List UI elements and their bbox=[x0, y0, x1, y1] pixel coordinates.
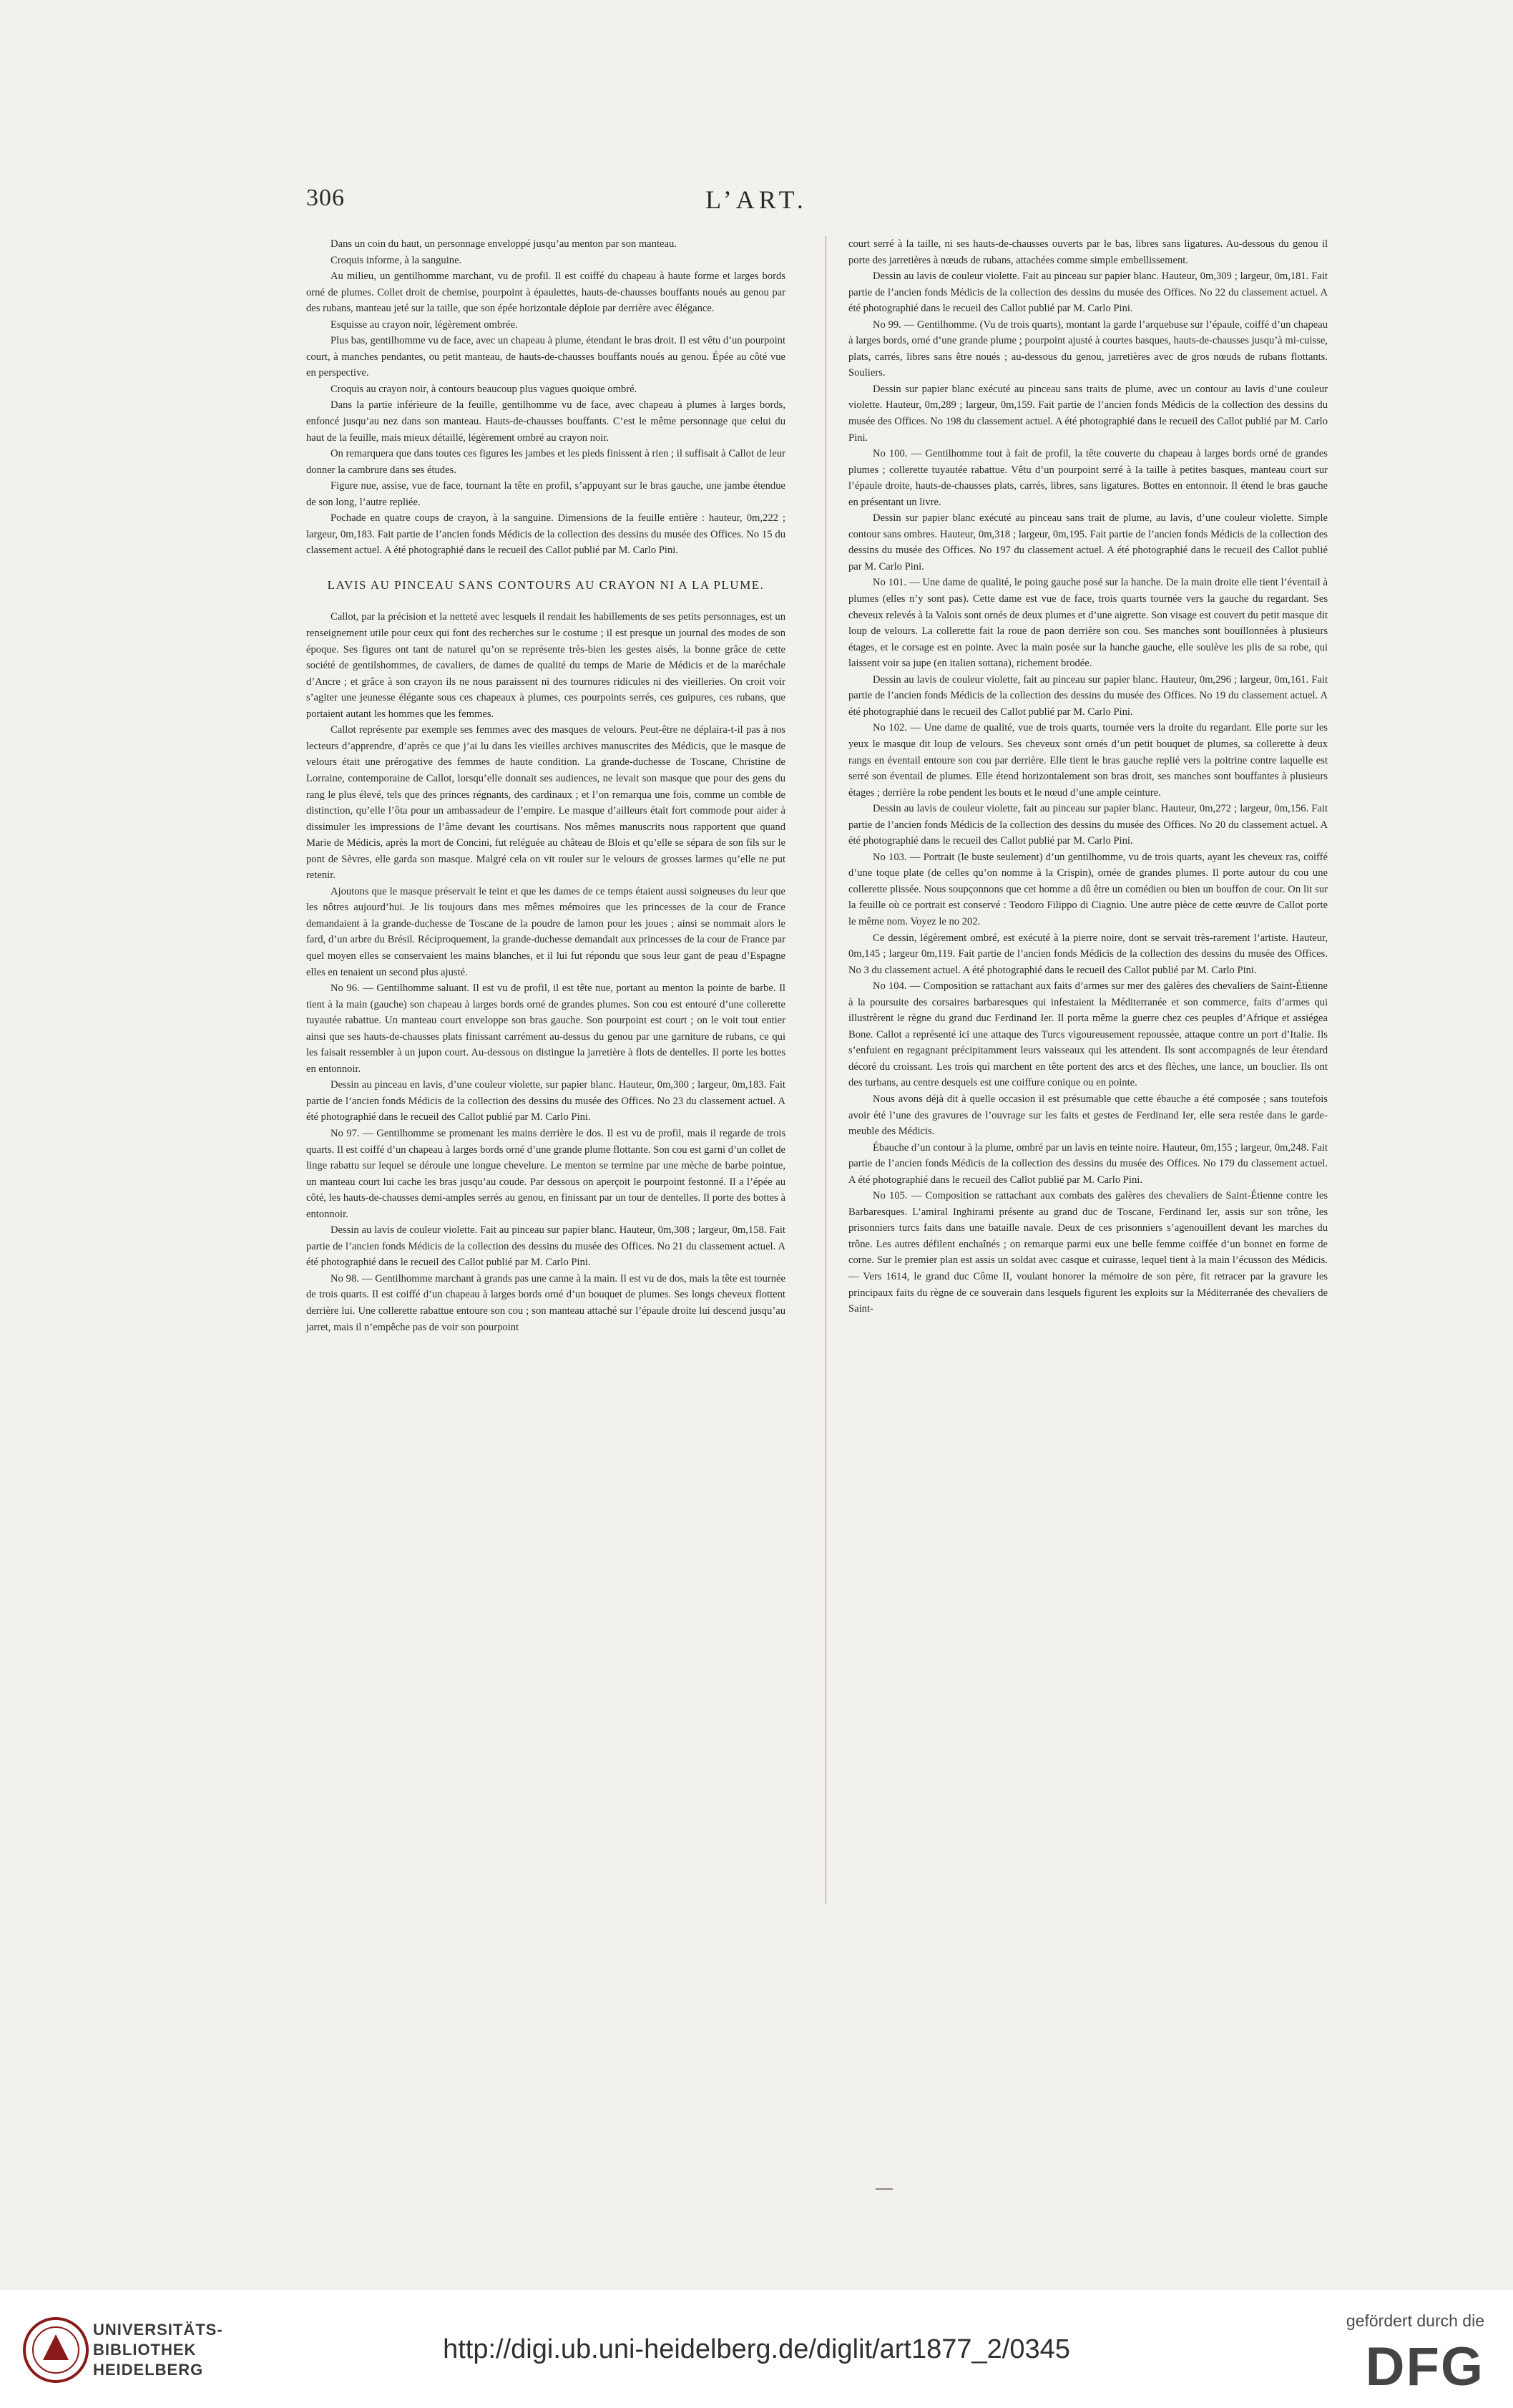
journal-title: L’ART. bbox=[705, 185, 808, 214]
paragraph: Dessin au lavis de couleur violette. Fait au pinceau sur papier blanc. Hauteur, 0m,309 ; largeur, 0m,181. Fait partie de l’ancien fonds Médicis de la collection des dessins du musée des Offices. No 22 du classement actuel. A été photographié dans le recueil des Callot publié par M. Carlo Pini. bbox=[848, 270, 1328, 315]
permalink-url[interactable]: http://digi.ub.uni-heidelberg.de/diglit/art1877_2/0345 bbox=[443, 2334, 1070, 2364]
paragraph: No 99. — Gentilhomme. (Vu de trois quarts), montant la garde l’arquebuse sur l’épaule, coiffé d’un chapeau à larges bords, orné d’une grande plume ; pourpoint ajusté à courtes basques, hauts-de-chausses jusqu’à mi-cuisse, plats, carrés, libres sans être noués ; au-dessous du genou, jarretières avec de gros nœuds de rubans flottants. Souliers. bbox=[848, 318, 1328, 379]
paragraph: Dans un coin du haut, un personnage enveloppé jusqu’au menton par son manteau. bbox=[330, 238, 677, 250]
dfg-logo: DFG bbox=[1365, 2336, 1484, 2397]
paragraph: Ce dessin, légèrement ombré, est exécuté à la pierre noire, dont se servait très-rarement l’artiste. Hauteur, 0m,145 ; largeur 0m,119. Fait partie de l’ancien fonds Médicis de la collection des dessins du musée des Offices. No 3 du classement actuel. A été photographié dans le recueil des Callot publié par M. Carlo Pini. bbox=[848, 932, 1328, 976]
paragraph: No 98. — Gentilhomme marchant à grands pas une canne à la main. Il est vu de dos, mais la tête est tournée de trois quarts. Il est coiffé d’un chapeau à larges bords orné d’un bouquet de plumes. Ses longs cheveux flottent derrière lui. Une collerette rabattue entoure son cou ; son manteau attaché sur l’épaule droite lui descend jusqu’au jarret, mais il n’empêche pas de voir son pourpoint bbox=[306, 1272, 785, 1333]
paragraph: Croquis au crayon noir, à contours beaucoup plus vagues quoique ombré. bbox=[330, 383, 637, 395]
paragraph: No 105. — Composition se rattachant aux combats des galères des chevaliers de Saint-Étienne contre les Barbaresques. L’amiral Inghirami présente au grand duc de Toscane, Ferdinand Ier, assis sur son trône, les prisonniers turcs faits dans une bataille navale. Deux de ces prisonniers s’agenouillent devant les marches du trône. Les autres défilent enchaînés ; on remarque parmi eux une belle femme coiffée d’un bonnet en forme de corne. Sur le premier plan est assis un soldat avec casque et cuirasse, lequel tient à la main l’écusson des Médicis. — Vers 1614, le grand duc Côme II, voulant honorer la mémoire de son père, fit retracer par la gravure les principaux faits du règne de ce souverain dans lesquels figurent les exploits sur la Méditerranée des chevaliers de Saint- bbox=[848, 1190, 1328, 1315]
page-header bbox=[0, 185, 1513, 220]
paragraph: Dessin au lavis de couleur violette, fait au pinceau sur papier blanc. Hauteur, 0m,272 ; largeur, 0m,156. Fait partie de l’ancien fonds Médicis de la collection des dessins du musée des Offices. No 20 du classement actuel. A été photographié dans le recueil des Callot publié par M. Carlo Pini. bbox=[848, 803, 1328, 847]
paragraph: Dessin sur papier blanc exécuté au pinceau sans trait de plume, au lavis, d’une couleur violette. Simple contour sans ombres. Hauteur, 0m,318 ; largeur, 0m,195. Fait partie de l’ancien fonds Médicis de la collection des dessins du musée des Offices. No 197 du classement actuel. A été photographié dans le recueil des Callot publié par M. Carlo Pini. bbox=[848, 512, 1328, 572]
paragraph: No 100. — Gentilhomme tout à fait de profil, la tête couverte du chapeau à larges bords orné de grandes plumes ; collerette tuyautée rabattue. Vêtu d’un pourpoint serré à la taille à petites basques, manteau court sur l’épaule droite, hauts-de-chausses plats, carrés, libres, sans ligatures. Bottes en entonnoir. Il étend le bras gauche en présentant un livre. bbox=[848, 448, 1328, 508]
paragraph: No 104. — Composition se rattachant aux faits d’armes sur mer des galères des chevaliers de Saint-Étienne à la poursuite des corsaires barbaresques qui infestaient la Méditerranée et son commerce, faits d’armes qui illustrèrent le règne du grand duc Ferdinand Ier. Il porta même la guerre chez ces peuples d’Afrique et assiégea Bone. Callot a représenté ici une attaque des Turcs vigoureusement repoussée, attaque contre un port d’Italie. Ils s’enfuient en regagnant précipitamment leurs vaisseaux qui les attendent. Ils sont accompagnés de leur étendard décoré du croissant. Les trois qui marchent en tête portent des arcs et des flèches, une lance, un bouclier. Ils ont des turbans, au centre desquels est une coiffure conique ou en pointe. bbox=[848, 980, 1328, 1089]
page-number: 306 bbox=[306, 185, 345, 211]
paragraph: Dessin au lavis de couleur violette. Fait au pinceau sur papier blanc. Hauteur, 0m,308 ; largeur, 0m,158. Fait partie de l’ancien fonds Médicis de la collection des dessins du musée des Offices. No 21 du classement actuel. A été photographié dans le recueil des Callot publié par M. Carlo Pini. bbox=[306, 1224, 785, 1269]
paragraph: Ébauche d’un contour à la plume, ombré par un lavis en teinte noire. Hauteur, 0m,155 ; largeur, 0m,248. Fait partie de l’ancien fonds Médicis de la collection des dessins du musée des Offices. No 179 du classement actuel. A été photographié dans le recueil des Callot publié par M. Carlo Pini. bbox=[848, 1141, 1328, 1186]
paragraph: Esquisse au crayon noir, légèrement ombrée. bbox=[330, 318, 518, 331]
paragraph: Callot, par la précision et la netteté avec lesquels il rendait les habillements de ses petits personnages, est un renseignement utile pour ceux qui font des recherches sur le costume ; il est presque un journal des modes de son époque. Ses figures ont tant de naturel qu’on se représente très-bien les gestes aisés, la bonne grâce de cette société de gentilshommes, de cavaliers, de dames de qualité du temps de Marie de Médicis et de la maréchale d’Ancre ; et grâce à son crayon ils ne nous paraissent ni des tournures ridicules ni des vieilleries. On croit voir s’agiter une jeunesse élégante sous ces chapeaux à plumes, ces pourpoints serrés, ces guipures, ces rubans, que portaient autant les hommes que les femmes. bbox=[306, 611, 785, 720]
paragraph: Dessin au pinceau en lavis, d’une couleur violette, sur papier blanc. Hauteur, 0m,300 ; largeur, 0m,183. Fait partie de l’ancien fonds Médicis de la collection des dessins du musée des Offices. No 23 du classement actuel. A été photographié dans le recueil des Callot publié par M. Carlo Pini. bbox=[306, 1079, 785, 1123]
paragraph: No 97. — Gentilhomme se promenant les mains derrière le dos. Il est vu de profil, mais il regarde de trois quarts. Il est coiffé d’un chapeau à larges bords orné d’une grande plume flottante. Son cou est garni d’un collet de linge rabattu sur lequel se déroule une longue chevelure. Le menton se termine par une mèche de barbe pointue, un manteau court lui cache les bras jusqu’au coude. Par dessous on aperçoit le pourpoint festonné. Il a l’épée au côté, les hauts-de-chausses demi-amples serrés au genou, en finissant par un tour de dentelles. Il porte des bottes à entonnoir. bbox=[306, 1127, 785, 1220]
footer-bar bbox=[0, 2290, 1513, 2408]
university-name: UNIVERSITÄTS- BIBLIOTHEK HEIDELBERG bbox=[93, 2321, 223, 2379]
left-column bbox=[306, 236, 785, 1335]
paragraph: Au milieu, un gentilhomme marchant, vu de profil. Il est coiffé du chapeau à haute forme et larges bords orné de plumes. Collet droit de chemise, pourpoint à épaulettes, hauts-de-chausses bouffants noués au genou par des rubans, manteau jeté sur la taille, que son épée horizontale déploie par derrière avec élégance. bbox=[306, 270, 785, 315]
paragraph: No 96. — Gentilhomme saluant. Il est vu de profil, il est tête nue, portant au menton la pointe de barbe. Il tient à la main (gauche) son chapeau à larges bords orné de grandes plumes. Son cou est entouré d’une collerette tuyautée rabattue. Un manteau court enveloppe son bras gauche. Son pourpoint est court ; on le voit tout entier ainsi que ses hauts-de-chausses plats finissant carrément au-dessus du genou par une garniture de rubans, ce qui les faisait ressembler à un jupon court. Au-dessous on distingue la jarretière à flots de dentelles. Il porte les bottes en entonnoir. bbox=[306, 983, 785, 1075]
paragraph: Callot représente par exemple ses femmes avec des masques de velours. Peut-être ne déplaira-t-il pas à nos lecteurs d’apprendre, d’après ce que j’ai lu dans les vieilles archives manuscrites des Médicis, que le masque de velours était une prérogative des femmes de haute condition. La grande-duchesse de Toscane, Christine de Lorraine, contemporaine de Callot, lorsqu’elle donnait ses audiences, ne levait son masque que pour des gens du rang le plus élevé, tels que des princes régnants, des cardinaux ; et l’on remarqua une fois, comme un comble de distinction, qu’elle l’ôta pour un ambassadeur de l’empire. Le masque d’ailleurs était fort commode pour aider à dissimuler les impressions de l’âme devant les courtisans. Nos mêmes manuscrits nous rapportent que quand Marie de Médicis, après la mort de Concini, fut reléguée au château de Blois et qu’elle se sépara de son fils sur le pont de Sèvres, elle garda son masque. Malgré cela on vit rouler sur le velours de grosses larmes qu’elle ne put retenir. bbox=[306, 724, 785, 882]
paragraph: Dessin au lavis de couleur violette, fait au pinceau sur papier blanc. Hauteur, 0m,296 ; largeur, 0m,161. Fait partie de l’ancien fonds Médicis de la collection des dessins du musée des Offices. No 19 du classement actuel. A été photographié dans le recueil des Callot publié par M. Carlo Pini. bbox=[848, 673, 1328, 718]
section-heading: LAVIS AU PINCEAU SANS CONTOURS AU CRAYON NI A LA PLUME. bbox=[327, 577, 765, 592]
page-mark bbox=[876, 2178, 893, 2190]
paragraph: Nous avons déjà dit à quelle occasion il est présumable que cette ébauche a été composée ; sans toutefois avoir été l’une des gravures de l’ouvrage sur les faits et gestes de Ferdinand Ier, elle sera restée dans le garde-meuble des Médicis. bbox=[848, 1093, 1328, 1138]
paragraph: Figure nue, assise, vue de face, tournant la tête en profil, s’appuyant sur le bras gauche, une jambe étendue de son long, l’autre repliée. bbox=[306, 480, 785, 508]
right-column bbox=[848, 236, 1328, 1317]
paragraph: Ajoutons que le masque préservait le teint et que les dames de ce temps étaient aussi soigneuses du leur que les nôtres aujourd’hui. Je lis toujours dans mes mêmes mémoires que les princesses de la cour de France demandaient à la grande-duchesse de Toscane de la poudre de lamon pour les joues ; ainsi se nommait alors le fard, d’un arbre du Brésil. Réciproquement, la grande-duchesse demandait aux princesses de la cour de France par quel moyen elles se conservaient les mains blanches, et il lui fut répondu que sous leur gant de peau d’Espagne elles en tenaient un second plus ajusté. bbox=[306, 885, 785, 978]
paragraph: On remarquera que dans toutes ces figures les jambes et les pieds finissent à rien ; il suffisait à Callot de leur donner la cambrure dans ses études. bbox=[306, 448, 785, 476]
funded-by-label: gefördert durch die bbox=[1346, 2311, 1484, 2330]
paragraph: No 102. — Une dame de qualité, vue de trois quarts, tournée vers la droite du regardant. Elle porte sur les yeux le masque dit loup de velours. Ses cheveux sont ornés d’un petit bouquet de plumes, sa collerette à deux rangs en éventail entoure son cou par derrière. Elle tient le bras gauche replié vers la poitrine contre laquelle est serré son éventail de plumes. Elle étend horizontalement son bras droit, ses manches sont bouffantes à plusieurs étages ; derrière la robe pendent les bouts et le nœud d’une ample ceinture. bbox=[848, 722, 1328, 799]
paragraph: No 103. — Portrait (le buste seulement) d’un gentilhomme, vu de trois quarts, ayant les cheveux ras, coiffé d’une toque plate (de celles qu’on nomme à la Crispin), ornée de grandes plumes. Il porte autour du cou une collerette plissée. Nous soupçonnons que cet homme a dû être un comédien ou bien un bouffon de cour. On lit sur la feuille où ce portrait est conservé : Teodoro Filippo di Ciagnio. Une autre pièce de cette œuvre de Callot porte le même nom. Voyez le no 202. bbox=[848, 851, 1328, 927]
paragraph: No 101. — Une dame de qualité, le poing gauche posé sur la hanche. De la main droite elle tient l’éventail à plumes (elles n’y sont pas). Cette dame est vue de face, trois quarts tournée vers la gauche du regardant. Ses cheveux relevés à la Valois sont ornés de deux plumes et d’une aigrette. Son visage est couvert du petit masque dit loup de velours. La collerette fait la roue de paon derrière son cou. Ses manches sont bouillonnées à plusieurs étages, et le corsage est en pointe. Avec la main posée sur la hanche gauche, elle soulève les plis de sa robe, qui laissent voir sa jupe (en italien sottana), richement brodée. bbox=[848, 577, 1328, 670]
paragraph: Plus bas, gentilhomme vu de face, avec un chapeau à plume, étendant le bras droit. Il est vêtu d’un pourpoint court, à manches pendantes, ou petit manteau, de hauts-de-chausses bouffants noués au genou. Épée au côté vue en perspective. bbox=[306, 335, 785, 379]
paragraph: Dessin sur papier blanc exécuté au pinceau sans traits de plume, avec un contour au lavis d’une couleur violette. Hauteur, 0m,289 ; largeur, 0m,159. Fait partie de l’ancien fonds Médicis de la collection des dessins du musée des Offices. No 198 du classement actuel. A été photographié dans le recueil des Callot publié par M. Carlo Pini. bbox=[848, 383, 1328, 444]
paragraph: court serré à la taille, ni ses hauts-de-chausses ouverts par le bas, libres sans ligatures. Au-dessous du genou il porte des jarretières à nœuds de rubans, attachées comme simple embellissement. bbox=[848, 238, 1328, 266]
paragraph: Croquis informe, à la sanguine. bbox=[330, 254, 462, 266]
paragraph: Pochade en quatre coups de crayon, à la sanguine. Dimensions de la feuille entière : hauteur, 0m,222 ; largeur, 0m,183. Fait partie de l’ancien fonds Médicis de la collection des dessins du musée des Offices. No 15 du classement actuel. A été photographié dans le recueil des Callot publié par M. Carlo Pini. bbox=[306, 512, 785, 557]
paragraph: Dans la partie inférieure de la feuille, gentilhomme vu de face, avec chapeau à plumes à larges bords, enfoncé jusqu’au nez dans son manteau. Hauts-de-chausses bouffants. C’est le même personnage que celui du haut de la feuille, mais mieux détaillé, légèrement ombré au crayon noir. bbox=[306, 399, 785, 444]
